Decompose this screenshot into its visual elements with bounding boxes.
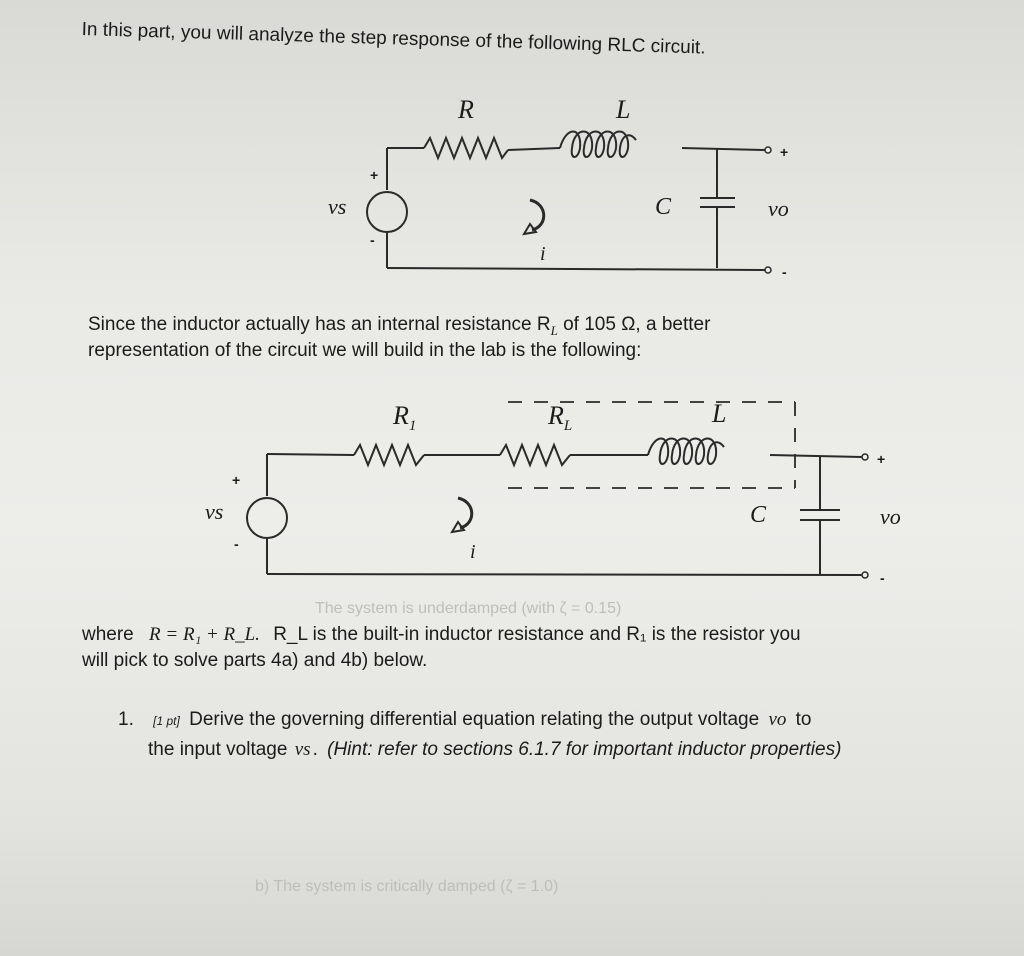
paragraph3-where: where [82,624,134,645]
label-plus-source-2: + [232,472,241,488]
label-r1-main: R [393,401,409,430]
question1-to: to [795,709,812,730]
label-minus-output-2: - [880,570,885,586]
label-c-2: C [750,502,767,528]
label-minus-output: - [782,264,787,280]
intro-text: In this part, you will analyze the step response of the following RLC circuit. [81,18,706,59]
label-r: R [458,95,474,124]
paragraph-line2: representation of the circuit we will build in the lab is the following: [88,340,642,361]
paragraph-line1-rest: of 105 Ω, a better [557,314,711,335]
question1-vo: vo [768,709,787,730]
ghost-text-1: The system is underdamped (with ζ = 0.15) [315,600,622,617]
resistor-rl [500,445,570,465]
paragraph3-line1 [82,623,801,647]
label-plus-source: + [370,167,379,183]
question1-number: 1. [118,709,134,730]
question1-text2a: the input voltage [148,739,288,760]
label-l-2: L [712,399,727,428]
label-i: i [540,243,546,265]
paragraph3-rest: R_L is the built-in inductor resistance and R₁ is the resistor you [273,624,801,645]
question1-dot: . [312,739,318,760]
label-vs-2: vs [205,499,224,524]
label-r1-sub: 1 [408,418,417,435]
label-rl-sub: L [563,418,573,435]
label-vo-2: vo [880,504,901,529]
label-vo: vo [768,196,789,221]
inductor-l-2 [648,439,724,465]
paragraph3-line2: will pick to solve parts 4a) and 4b) below. [82,650,428,671]
question1-line2 [148,738,841,762]
paragraph-line1-text: Since the inductor actually has an internal resistance R [88,314,551,335]
label-vs: vs [328,194,347,219]
label-minus-source-2: - [234,536,239,552]
question1-points: [1 pt] [153,714,180,728]
question1-vs: vs [294,739,311,760]
label-i-2: i [470,541,476,563]
voltage-source-vs-2 [247,498,287,538]
label-l: L [616,95,631,124]
label-minus-source: - [370,232,375,248]
label-rl-main: R [548,401,564,430]
label-rl [548,401,573,438]
label-r1 [393,401,417,438]
resistor-r1 [354,445,424,465]
label-c: C [655,194,672,220]
label-plus-output-2: + [877,451,886,467]
question1-line1 [118,708,812,733]
label-plus-output: + [780,144,789,160]
question1-hint: (Hint: refer to sections 6.1.7 for important inductor properties) [327,739,842,760]
ghost-text-2: b) The system is critically damped (ζ = 1.0) [255,878,559,895]
paragraph-line1-sub: L [550,322,558,338]
paragraph3-equation: R = R₁ + R_L. [149,624,260,645]
question1-text1: Derive the governing differential equation relating the output voltage [189,709,760,730]
